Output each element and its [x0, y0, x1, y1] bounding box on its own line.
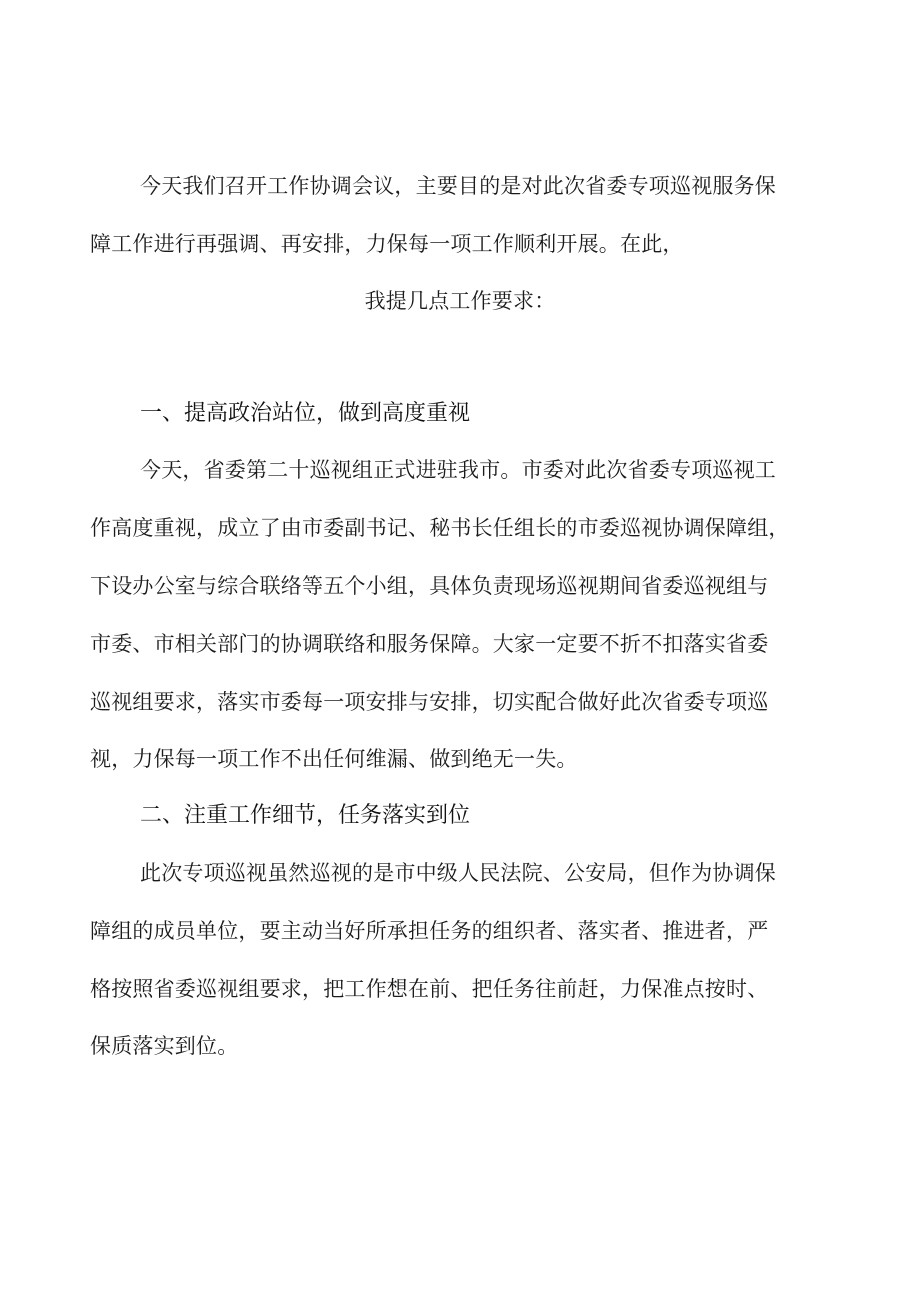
section-2-line-2: 障组的成员单位，要主动当好所承担任务的组织者、落实者、推进者，严 — [90, 919, 769, 943]
section-2-line-1: 此次专项巡视虽然巡视的是市中级人民法院、公安局，但作为协调保 — [140, 861, 776, 885]
section-2-line-4: 保质落实到位。 — [90, 1034, 239, 1058]
section-1-line-4: 市委、市相关部门的协调联络和服务保障。大家一定要不折不扣落实省委 — [90, 632, 769, 656]
section-1-line-2: 作高度重视，成立了由市委副书记、秘书长任组长的市委巡视协调保障组， — [90, 516, 790, 540]
section-1-line-5: 巡视组要求，落实市委每一项安排与安排，切实配合做好此次省委专项巡 — [90, 690, 769, 714]
section-1-line-3: 下设办公室与综合联络等五个小组，具体负责现场巡视期间省委巡视组与 — [90, 574, 769, 598]
section-1-heading: 一、提高政治站位，做到高度重视 — [140, 401, 471, 426]
intro-line-1: 今天我们召开工作协调会议，主要目的是对此次省委专项巡视服务保 — [140, 174, 776, 198]
section-1-line-1: 今天，省委第二十巡视组正式进驻我市。市委对此次省委专项巡视工 — [140, 458, 776, 482]
section-1-line-6: 视，力保每一项工作不出任何维漏、做到绝无一失。 — [90, 747, 578, 771]
section-2-heading: 二、注重工作细节，任务落实到位 — [140, 803, 471, 828]
section-2-line-3: 格按照省委巡视组要求，把工作想在前、把任务往前赶，力保准点按时、 — [90, 977, 769, 1001]
intro-line-2: 障工作进行再强调、再安排，力保每一项工作顺利开展。在此， — [90, 232, 684, 256]
intro-centered-line: 我提几点工作要求： — [364, 289, 556, 313]
